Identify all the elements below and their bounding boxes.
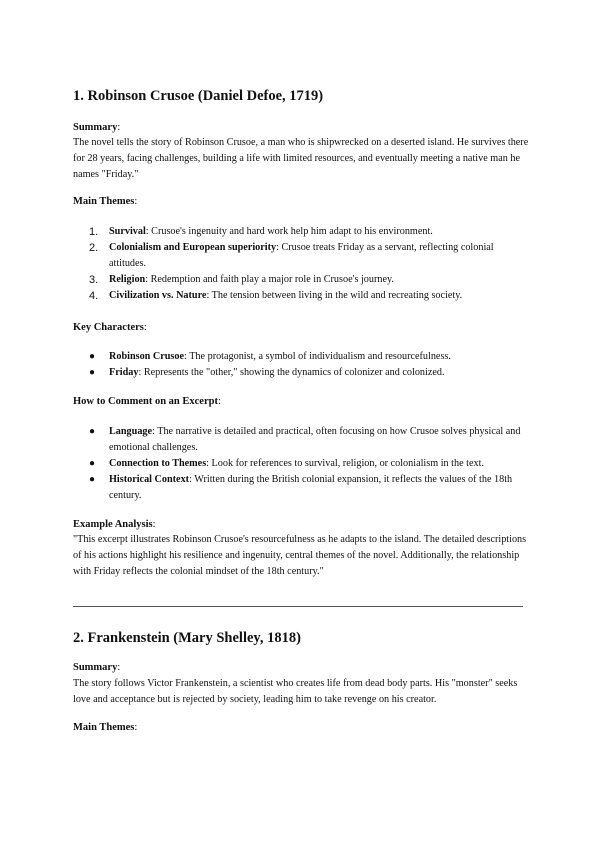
bullet-icon: ● xyxy=(89,426,96,437)
colon: : xyxy=(117,122,121,133)
theme-item xyxy=(73,272,528,288)
comment-text: : The narrative is detailed and practical, often focusing on how Crusoe solves physical and emotional challenges. xyxy=(109,426,521,453)
colon: : xyxy=(134,196,138,207)
theme-term: Colonialism and European superiority xyxy=(109,242,277,253)
list-number: 1. xyxy=(89,226,99,238)
theme-text: : The tension between living in the wild and recreating society. xyxy=(206,290,463,301)
summary-label-text: Summary xyxy=(73,662,118,673)
section-2-title: 2. Frankenstein (Mary Shelley, 1818) xyxy=(73,630,301,646)
section-1-title: 1. Robinson Crusoe (Daniel Defoe, 1719) xyxy=(73,88,324,104)
comment-item xyxy=(73,472,528,504)
theme-text: : Redemption and faith play a major role in Crusoe's journey. xyxy=(145,274,394,285)
colon: : xyxy=(217,396,221,407)
theme-text: : Crusoe treats Friday as a servant, reflecting colonial attitudes. xyxy=(109,242,494,269)
theme-term: Civilization vs. Nature xyxy=(109,290,207,301)
theme-item xyxy=(73,240,528,272)
bullet-icon: ● xyxy=(89,474,96,485)
section-2-themes-label xyxy=(73,722,137,733)
themes-list xyxy=(73,224,528,304)
comment-term: Connection to Themes xyxy=(109,458,207,469)
themes-label-text: Main Themes xyxy=(73,196,135,207)
comment-item xyxy=(73,424,528,456)
section-1-characters-label xyxy=(73,322,147,333)
comment-list xyxy=(73,424,528,504)
summary-label-text: Summary xyxy=(73,122,118,133)
theme-item xyxy=(73,288,528,304)
theme-item xyxy=(73,224,528,240)
character-term: Robinson Crusoe xyxy=(109,351,185,362)
comment-item xyxy=(73,456,528,472)
list-number: 4. xyxy=(89,290,99,302)
theme-term: Survival xyxy=(109,226,146,237)
list-number: 3. xyxy=(89,274,99,286)
list-number: 2. xyxy=(89,242,99,254)
themes-label-text: Main Themes xyxy=(73,722,135,733)
character-text: : The protagonist, a symbol of individualism and resourcefulness. xyxy=(184,351,451,362)
section-2-summary-text: The story follows Victor Frankenstein, a scientist who creates life from dead body parts. His "monster" seeks love and acceptance but is rejected by society, leading him to take revenge on his creator. xyxy=(73,678,518,705)
section-2-summary-label xyxy=(73,662,120,673)
colon: : xyxy=(134,722,138,733)
character-item xyxy=(73,365,528,381)
bullet-icon: ● xyxy=(89,458,96,469)
section-1-summary-label xyxy=(73,122,120,133)
section-1-example-label xyxy=(73,519,156,530)
colon: : xyxy=(143,322,147,333)
section-1-themes-label xyxy=(73,196,137,207)
colon: : xyxy=(152,519,156,530)
comment-term: Language xyxy=(109,426,153,437)
character-term: Friday xyxy=(109,367,139,378)
comment-text: : Look for references to survival, religion, or colonialism in the text. xyxy=(206,458,484,469)
comment-text: : Written during the British colonial expansion, it reflects the values of the 18th century. xyxy=(109,474,513,501)
theme-text: : Crusoe's ingenuity and hard work help him adapt to his environment. xyxy=(145,226,433,237)
bullet-icon: ● xyxy=(89,367,96,378)
section-1-comment-label xyxy=(73,396,221,407)
character-item xyxy=(73,349,528,365)
theme-term: Religion xyxy=(109,274,146,285)
section-divider xyxy=(73,606,523,607)
comment-label-text: How to Comment on an Excerpt xyxy=(73,396,218,407)
bullet-icon: ● xyxy=(89,351,96,362)
comment-term: Historical Context xyxy=(109,474,190,485)
characters-label-text: Key Characters xyxy=(73,322,144,333)
colon: : xyxy=(117,662,121,673)
section-1-example-text: "This excerpt illustrates Robinson Crusoe's resourcefulness as he adapts to the island. The detailed descriptions of his actions highlight his resilience and ingenuity, central themes of the novel. Additionally, the relationship with Friday reflects the colonial mindset of the 18th century." xyxy=(73,534,527,577)
characters-list xyxy=(73,349,528,381)
section-1-summary-text: The novel tells the story of Robinson Crusoe, a man who is shipwrecked on a deserted island. He survives there for 28 years, facing challenges, building a life with limited resources, and eventually meeting a native man he names "Friday." xyxy=(73,137,529,180)
character-text: : Represents the "other," showing the dynamics of colonizer and colonized. xyxy=(138,367,445,378)
example-label-text: Example Analysis xyxy=(73,519,153,530)
